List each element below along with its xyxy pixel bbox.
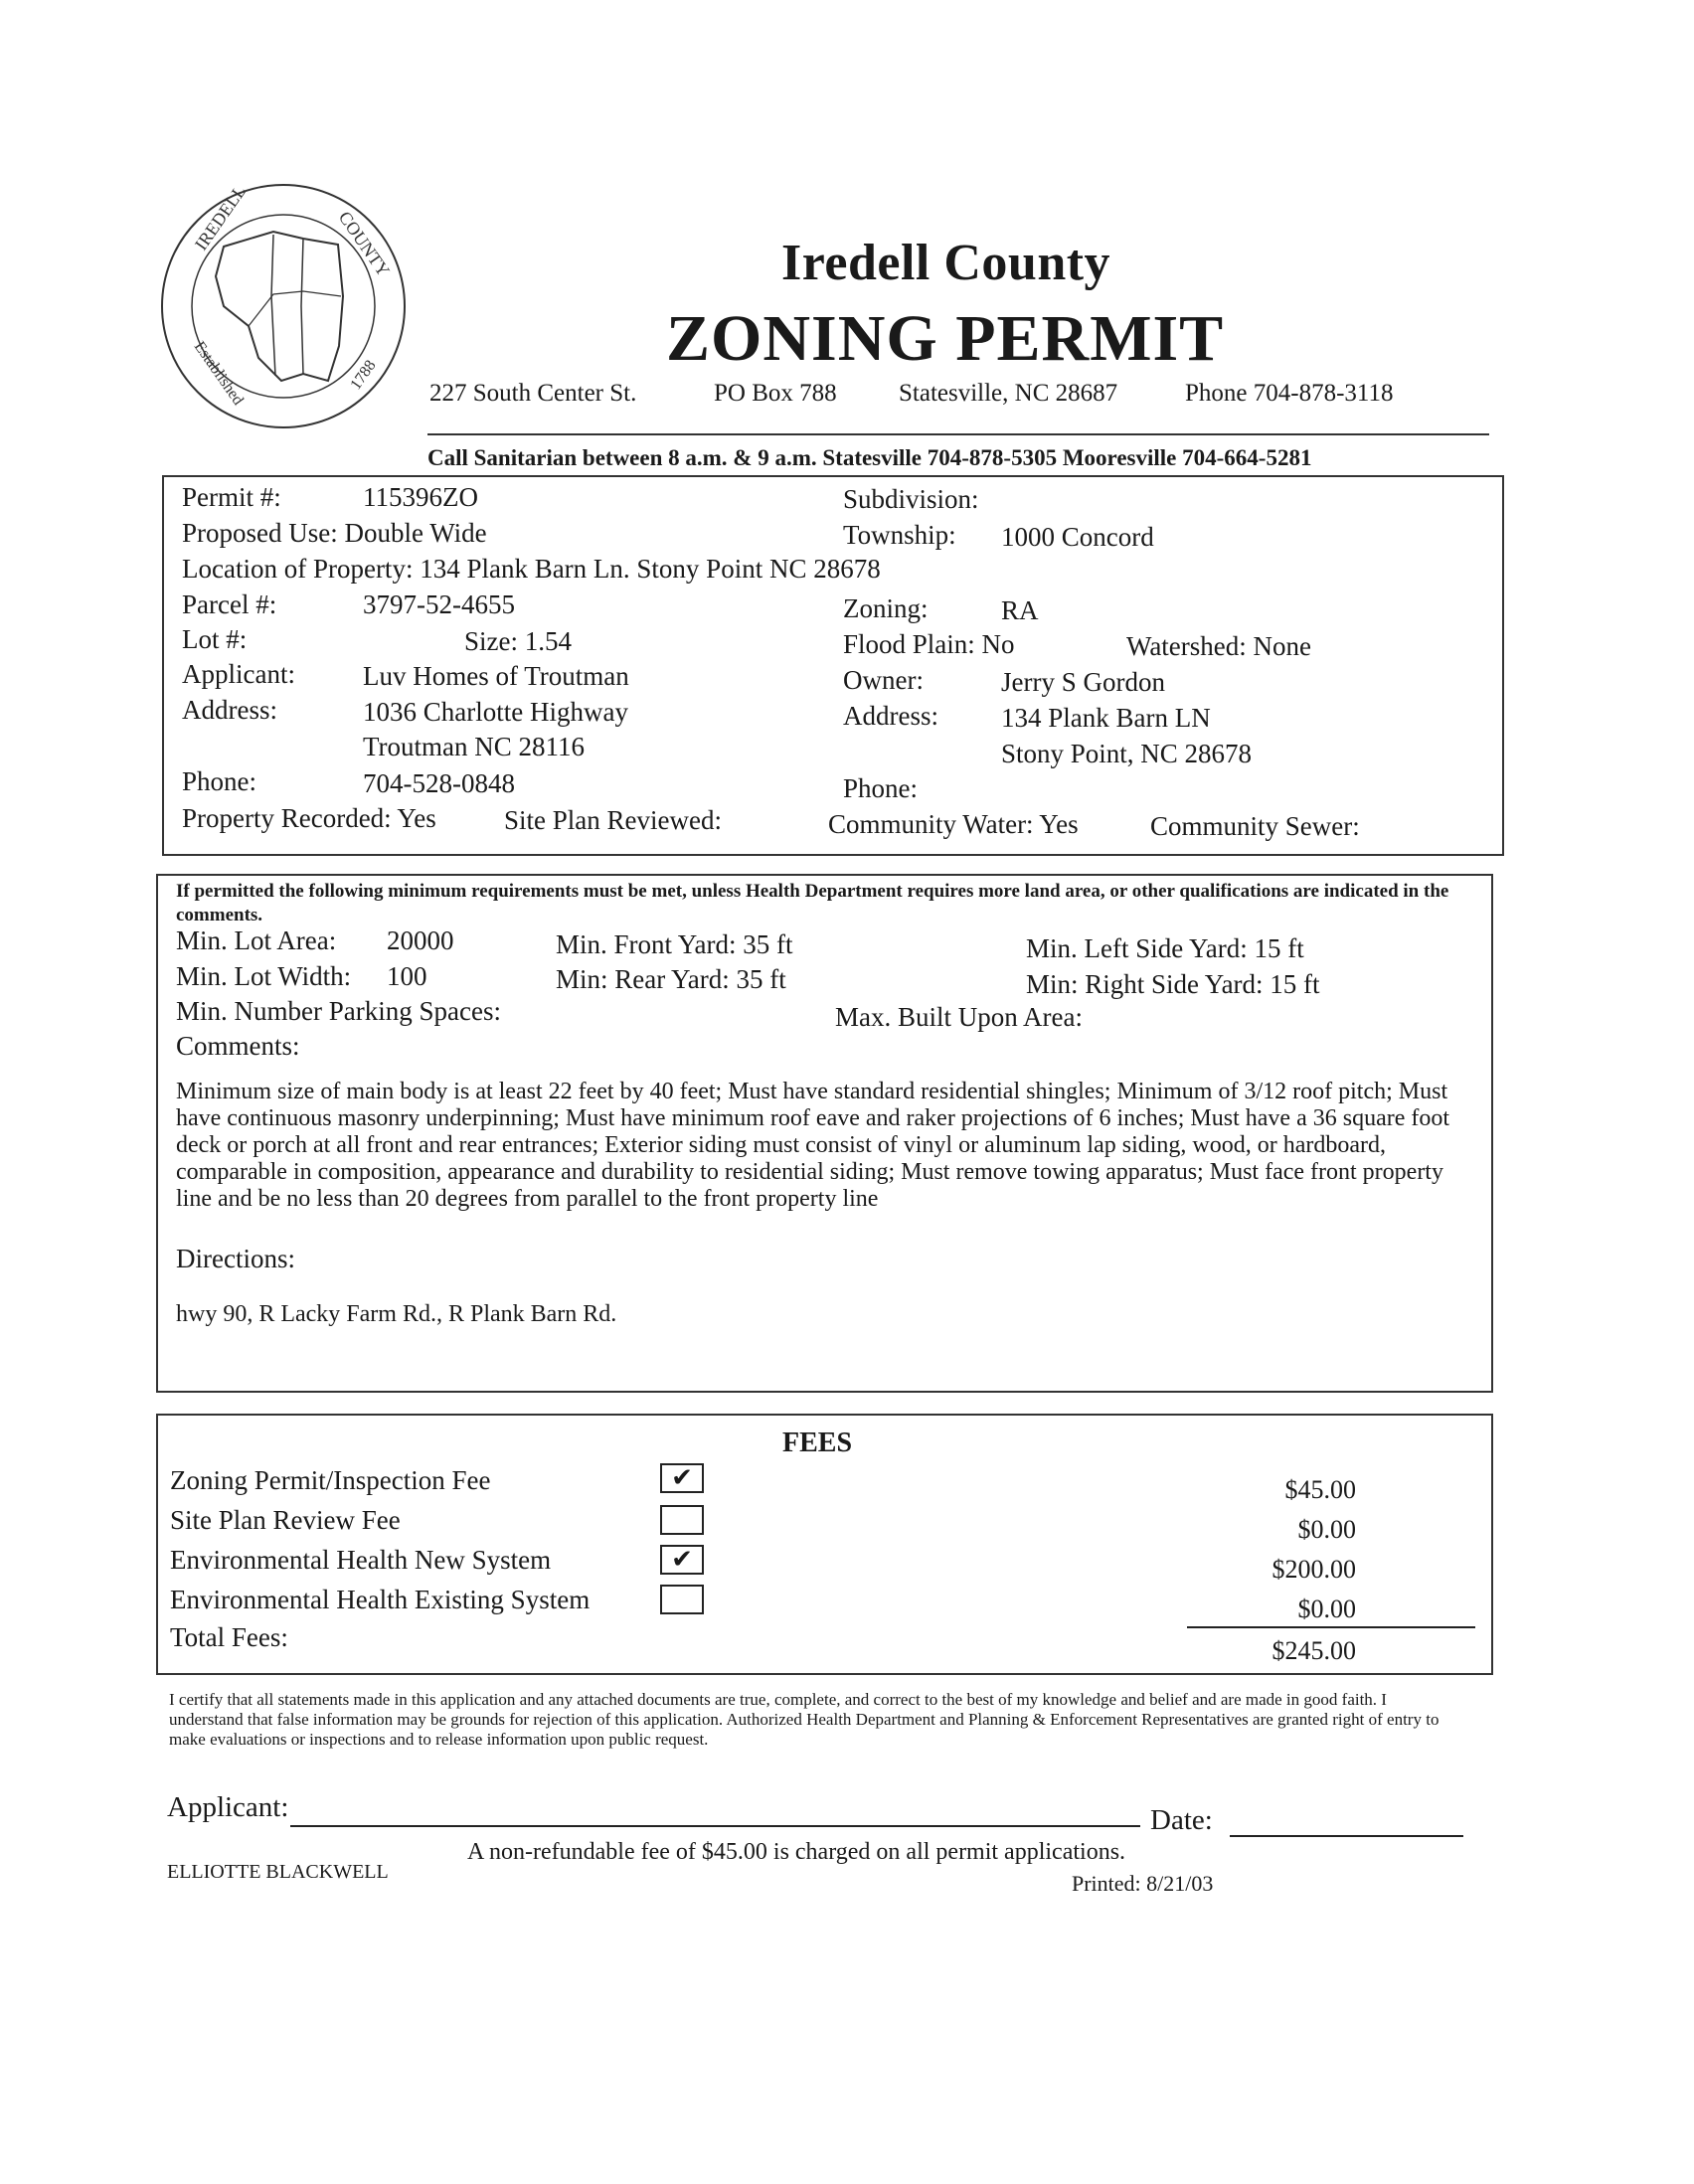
lot-size: Size: 1.54 bbox=[464, 626, 572, 656]
flood-plain: Flood Plain: No bbox=[843, 629, 1015, 659]
fee-amount-zoning-permit: $45.00 bbox=[1284, 1475, 1356, 1504]
certification-text: I certify that all statements made in this application and any attached documents are true, complete, and correct to the best of my knowledge and belief and are made in good faith. I understand that false information may be grounds for rejection of this application. Authorized Health Department and Planning & Enforcement Representatives are granted right of entry to make evaluations or inspections and to release information upon public request. bbox=[169, 1690, 1440, 1749]
subdivision-label: Subdivision: bbox=[843, 484, 979, 514]
seal-text-top-right: COUNTY bbox=[334, 207, 395, 280]
fee-label-zoning-permit: Zoning Permit/Inspection Fee bbox=[170, 1465, 491, 1495]
sanitarian-call-notice: Call Sanitarian between 8 a.m. & 9 a.m. Statesville 704-878-5305 Mooresville 704-664-5281 bbox=[427, 445, 1312, 470]
community-water: Community Water: Yes bbox=[828, 809, 1079, 839]
seal-text-top-left: IREDELL bbox=[190, 181, 251, 254]
min-left-side-yard: Min. Left Side Yard: 15 ft bbox=[1026, 933, 1304, 963]
fee-label-site-plan-review: Site Plan Review Fee bbox=[170, 1505, 401, 1535]
requirements-box bbox=[156, 874, 1493, 1393]
document-title: ZONING PERMIT bbox=[666, 302, 1225, 375]
property-location: Location of Property: 134 Plank Barn Ln. Stony Point NC 28678 bbox=[182, 554, 881, 584]
applicant-address-line2: Troutman NC 28116 bbox=[363, 732, 586, 761]
applicant-value: Luv Homes of Troutman bbox=[363, 661, 629, 691]
zoning-value: RA bbox=[1001, 595, 1039, 625]
property-recorded: Property Recorded: Yes bbox=[182, 803, 436, 833]
owner-address-label: Address: bbox=[843, 701, 938, 731]
date-label: Date: bbox=[1150, 1804, 1213, 1836]
township-label: Township: bbox=[843, 520, 956, 550]
fees-box bbox=[156, 1414, 1493, 1675]
requirements-notice: If permitted the following minimum requirements must be met, unless Health Department requires more land area, or other qualifications are indicated in the comments. bbox=[176, 881, 1449, 925]
office-phone: Phone 704-878-3118 bbox=[1185, 380, 1394, 407]
seal-text-bottom-right: 1788 bbox=[347, 357, 380, 394]
permit-info-box bbox=[162, 475, 1504, 856]
min-lot-area-label: Min. Lot Area: bbox=[176, 925, 337, 955]
max-built-upon-area: Max. Built Upon Area: bbox=[835, 1002, 1083, 1032]
county-map-seal-icon bbox=[154, 177, 413, 435]
applicant-signature-line[interactable] bbox=[290, 1825, 1140, 1827]
total-fees-amount: $245.00 bbox=[1271, 1636, 1356, 1665]
office-po-box: PO Box 788 bbox=[714, 380, 837, 407]
checkbox-env-health-new[interactable]: ✔ bbox=[660, 1545, 704, 1575]
header-divider bbox=[427, 433, 1489, 435]
printed-date: Printed: 8/21/03 bbox=[1072, 1871, 1214, 1896]
min-right-side-yard: Min: Right Side Yard: 15 ft bbox=[1026, 969, 1320, 999]
min-lot-area-value: 20000 bbox=[387, 925, 454, 955]
applicant-label: Applicant: bbox=[182, 659, 295, 689]
owner-value: Jerry S Gordon bbox=[1001, 667, 1165, 697]
min-parking-spaces: Min. Number Parking Spaces: bbox=[176, 996, 501, 1026]
min-lot-width-value: 100 bbox=[387, 961, 427, 991]
parcel-value: 3797-52-4655 bbox=[363, 589, 515, 619]
applicant-address-label: Address: bbox=[182, 695, 277, 725]
owner-address-line2: Stony Point, NC 28678 bbox=[1001, 739, 1253, 768]
county-name: Iredell County bbox=[781, 235, 1111, 291]
comments-text: Minimum size of main body is at least 22 feet by 40 feet; Must have standard residential shingles; Minimum of 3/12 roof pitch; Must have continuous masonry underpinning; Must have minimum roof eave and raker projections of 6 inches; Must have a 36 square foot deck or porch at all front and rear entrances; Exterior siding must consist of vinyl or aluminum lap siding, wood, or hardboard, comparable in composition, appearance and durability to residential siding; Must remove towing apparatus; Must face front property line and be no less than 20 degrees from parallel to the front property line bbox=[176, 1079, 1450, 1212]
date-line[interactable] bbox=[1230, 1835, 1463, 1837]
total-fees-label: Total Fees: bbox=[170, 1622, 288, 1652]
community-sewer: Community Sewer: bbox=[1150, 811, 1360, 841]
comments-label: Comments: bbox=[176, 1031, 300, 1061]
total-rule bbox=[1187, 1626, 1475, 1628]
checkbox-env-health-existing[interactable] bbox=[660, 1585, 704, 1614]
permit-number-value: 115396ZO bbox=[363, 482, 478, 512]
office-street: 227 South Center St. bbox=[429, 380, 637, 407]
fee-label-env-health-existing: Environmental Health Existing System bbox=[170, 1585, 591, 1614]
fee-amount-site-plan-review: $0.00 bbox=[1297, 1515, 1356, 1544]
watershed: Watershed: None bbox=[1126, 631, 1312, 661]
zoning-label: Zoning: bbox=[843, 593, 929, 623]
parcel-label: Parcel #: bbox=[182, 589, 277, 619]
township-value: 1000 Concord bbox=[1001, 522, 1154, 552]
fees-heading: FEES bbox=[782, 1428, 853, 1458]
permit-number-label: Permit #: bbox=[182, 482, 281, 512]
fee-amount-env-health-existing: $0.00 bbox=[1297, 1595, 1356, 1623]
owner-label: Owner: bbox=[843, 665, 924, 695]
applicant-address-line1: 1036 Charlotte Highway bbox=[363, 697, 628, 727]
nonrefundable-notice: A non-refundable fee of $45.00 is charged on all permit applications. bbox=[467, 1839, 1126, 1865]
applicant-signature-label: Applicant: bbox=[167, 1791, 289, 1823]
checkbox-zoning-permit[interactable]: ✔ bbox=[660, 1463, 704, 1493]
min-rear-yard: Min: Rear Yard: 35 ft bbox=[556, 964, 786, 994]
lot-label: Lot #: bbox=[182, 624, 248, 654]
owner-phone-label: Phone: bbox=[843, 773, 919, 803]
applicant-phone-label: Phone: bbox=[182, 766, 257, 796]
directions-text: hwy 90, R Lacky Farm Rd., R Plank Barn Rd. bbox=[176, 1301, 617, 1327]
staff-name: ELLIOTTE BLACKWELL bbox=[167, 1861, 389, 1883]
min-front-yard: Min. Front Yard: 35 ft bbox=[556, 929, 793, 959]
directions-label: Directions: bbox=[176, 1244, 295, 1273]
fee-amount-env-health-new: $200.00 bbox=[1271, 1555, 1356, 1584]
fee-label-env-health-new: Environmental Health New System bbox=[170, 1545, 552, 1575]
applicant-phone-value: 704-528-0848 bbox=[363, 768, 515, 798]
proposed-use: Proposed Use: Double Wide bbox=[182, 518, 487, 548]
site-plan-reviewed: Site Plan Reviewed: bbox=[504, 805, 722, 835]
owner-address-line1: 134 Plank Barn LN bbox=[1001, 703, 1211, 733]
seal-text-bottom-left: Established bbox=[190, 338, 247, 409]
min-lot-width-label: Min. Lot Width: bbox=[176, 961, 352, 991]
checkbox-site-plan-review[interactable] bbox=[660, 1505, 704, 1535]
office-city: Statesville, NC 28687 bbox=[899, 380, 1118, 407]
